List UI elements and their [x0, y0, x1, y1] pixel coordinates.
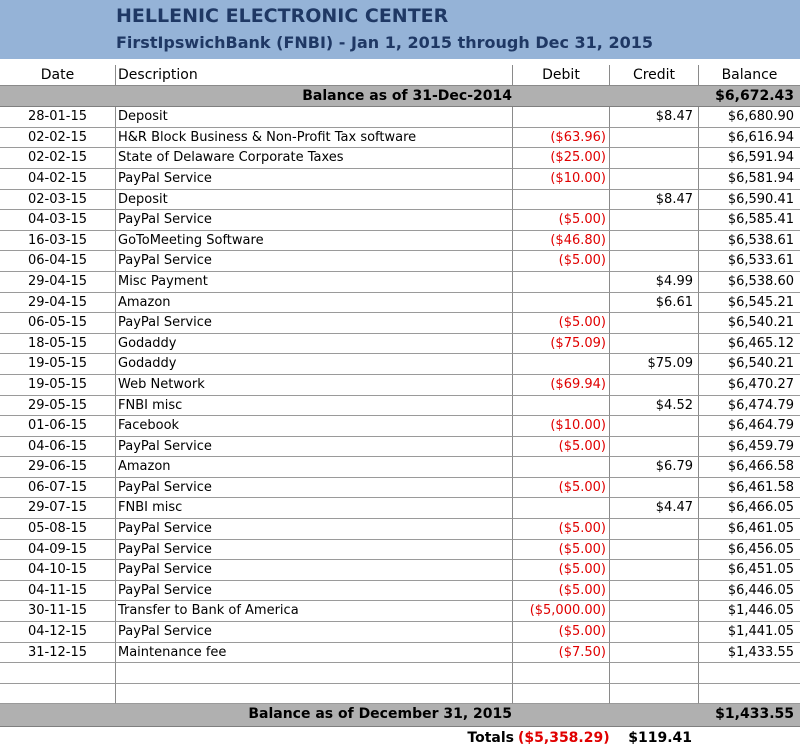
- balance-cell: $6,461.58: [699, 478, 800, 499]
- credit-cell: [610, 231, 699, 252]
- balance-cell: $6,451.05: [699, 560, 800, 581]
- description-cell: PayPal Service: [116, 478, 513, 499]
- date-cell: 02-02-15: [0, 128, 116, 149]
- credit-cell: [610, 251, 699, 272]
- table-row: [0, 128, 800, 149]
- credit-cell: [610, 437, 699, 458]
- balance-cell: $6,538.61: [699, 231, 800, 252]
- description-cell: Deposit: [116, 190, 513, 211]
- debit-cell: ($5.00): [513, 519, 610, 540]
- table-row: [0, 498, 800, 519]
- table-row: [0, 107, 800, 128]
- table-row: [0, 148, 800, 169]
- date-cell: 30-11-15: [0, 601, 116, 622]
- date-cell: 18-05-15: [0, 334, 116, 355]
- debit-cell: [513, 498, 610, 519]
- table-row: [0, 581, 800, 602]
- balance-cell: $6,466.58: [699, 457, 800, 478]
- balance-cell: $6,533.61: [699, 251, 800, 272]
- credit-cell: [610, 540, 699, 561]
- credit-cell: $4.47: [610, 498, 699, 519]
- column-header-credit: Credit: [610, 65, 699, 86]
- balance-cell: $6,470.27: [699, 375, 800, 396]
- table-row: [0, 293, 800, 314]
- debit-cell: [513, 272, 610, 293]
- blank-row: [0, 684, 800, 705]
- table-row: [0, 375, 800, 396]
- description-cell: Web Network: [116, 375, 513, 396]
- column-header-date: Date: [0, 65, 116, 86]
- date-cell: 05-08-15: [0, 519, 116, 540]
- description-cell: FNBI misc: [116, 498, 513, 519]
- credit-cell: [610, 643, 699, 664]
- table-row: [0, 334, 800, 355]
- table-row: [0, 540, 800, 561]
- credit-cell: [610, 478, 699, 499]
- date-cell: 16-03-15: [0, 231, 116, 252]
- date-cell: 29-05-15: [0, 396, 116, 417]
- debit-cell: ($7.50): [513, 643, 610, 664]
- balance-cell: $6,680.90: [699, 107, 800, 128]
- credit-cell: [610, 519, 699, 540]
- description-cell: PayPal Service: [116, 560, 513, 581]
- closing-balance-row: [0, 704, 800, 727]
- debit-cell: ($5,000.00): [513, 601, 610, 622]
- credit-cell: [610, 375, 699, 396]
- description-cell: Maintenance fee: [116, 643, 513, 664]
- date-cell: 04-11-15: [0, 581, 116, 602]
- balance-cell: $6,474.79: [699, 396, 800, 417]
- company-title: HELLENIC ELECTRONIC CENTER: [116, 5, 449, 27]
- debit-cell: ($25.00): [513, 148, 610, 169]
- debit-cell: [513, 293, 610, 314]
- table-row: [0, 210, 800, 231]
- date-cell: 04-12-15: [0, 622, 116, 643]
- column-header-debit: Debit: [513, 65, 610, 86]
- debit-cell: ($5.00): [513, 437, 610, 458]
- balance-cell: $1,441.05: [699, 622, 800, 643]
- table-row: [0, 643, 800, 664]
- debit-cell: ($69.94): [513, 375, 610, 396]
- debit-cell: ($5.00): [513, 251, 610, 272]
- date-cell: 01-06-15: [0, 416, 116, 437]
- table-row: [0, 601, 800, 622]
- totals-label: Totals: [467, 730, 514, 747]
- debit-cell: ($5.00): [513, 622, 610, 643]
- credit-cell: [610, 601, 699, 622]
- credit-cell: [610, 581, 699, 602]
- date-cell: 04-09-15: [0, 540, 116, 561]
- closing-balance-value: $1,433.55: [715, 706, 794, 723]
- opening-balance-row: [0, 86, 800, 108]
- description-cell: PayPal Service: [116, 581, 513, 602]
- table-row: [0, 560, 800, 581]
- credit-cell: [610, 169, 699, 190]
- column-header-balance: Balance: [699, 65, 800, 86]
- table-row: [0, 478, 800, 499]
- balance-cell: $6,464.79: [699, 416, 800, 437]
- table-row: [0, 396, 800, 417]
- debit-cell: ($75.09): [513, 334, 610, 355]
- description-cell: PayPal Service: [116, 519, 513, 540]
- credit-cell: $75.09: [610, 354, 699, 375]
- date-cell: 02-02-15: [0, 148, 116, 169]
- credit-cell: [610, 334, 699, 355]
- date-cell: 04-10-15: [0, 560, 116, 581]
- debit-cell: ($10.00): [513, 416, 610, 437]
- table-row: [0, 354, 800, 375]
- transactions-body: [0, 107, 800, 663]
- description-cell: H&R Block Business & Non-Profit Tax software: [116, 128, 513, 149]
- description-cell: Misc Payment: [116, 272, 513, 293]
- description-cell: Godaddy: [116, 334, 513, 355]
- table-row: [0, 622, 800, 643]
- debit-cell: [513, 190, 610, 211]
- description-cell: PayPal Service: [116, 251, 513, 272]
- date-cell: 04-06-15: [0, 437, 116, 458]
- debit-cell: ($5.00): [513, 560, 610, 581]
- balance-cell: $6,459.79: [699, 437, 800, 458]
- description-cell: GoToMeeting Software: [116, 231, 513, 252]
- table-row: [0, 231, 800, 252]
- table-row: [0, 457, 800, 478]
- table-row: [0, 313, 800, 334]
- column-header-row: [0, 65, 800, 86]
- date-cell: 29-06-15: [0, 457, 116, 478]
- balance-cell: $1,446.05: [699, 601, 800, 622]
- credit-cell: $8.47: [610, 107, 699, 128]
- debit-cell: ($63.96): [513, 128, 610, 149]
- table-row: [0, 169, 800, 190]
- debit-cell: ($46.80): [513, 231, 610, 252]
- date-cell: 06-04-15: [0, 251, 116, 272]
- description-cell: Amazon: [116, 457, 513, 478]
- debit-cell: [513, 107, 610, 128]
- description-cell: Deposit: [116, 107, 513, 128]
- closing-balance-label: Balance as of December 31, 2015: [248, 706, 512, 723]
- opening-balance-label: Balance as of 31-Dec-2014: [302, 87, 512, 104]
- balance-cell: $6,461.05: [699, 519, 800, 540]
- date-cell: 29-04-15: [0, 293, 116, 314]
- balance-cell: $6,616.94: [699, 128, 800, 149]
- totals-debit: ($5,358.29): [518, 730, 610, 747]
- credit-cell: $4.52: [610, 396, 699, 417]
- balance-cell: $6,591.94: [699, 148, 800, 169]
- date-cell: 29-07-15: [0, 498, 116, 519]
- balance-cell: $6,585.41: [699, 210, 800, 231]
- description-cell: Facebook: [116, 416, 513, 437]
- debit-cell: [513, 457, 610, 478]
- description-cell: State of Delaware Corporate Taxes: [116, 148, 513, 169]
- blank-row: [0, 663, 800, 684]
- date-cell: 31-12-15: [0, 643, 116, 664]
- credit-cell: [610, 313, 699, 334]
- debit-cell: ($5.00): [513, 478, 610, 499]
- report-header: [0, 0, 800, 59]
- debit-cell: [513, 396, 610, 417]
- balance-cell: $6,466.05: [699, 498, 800, 519]
- credit-cell: $6.79: [610, 457, 699, 478]
- debit-cell: ($5.00): [513, 210, 610, 231]
- totals-row: [0, 727, 800, 749]
- debit-cell: ($5.00): [513, 540, 610, 561]
- credit-cell: [610, 560, 699, 581]
- date-cell: 04-03-15: [0, 210, 116, 231]
- report-subtitle: FirstIpswichBank (FNBI) - Jan 1, 2015 through Dec 31, 2015: [116, 33, 653, 52]
- balance-cell: $6,465.12: [699, 334, 800, 355]
- table-row: [0, 519, 800, 540]
- debit-cell: ($10.00): [513, 169, 610, 190]
- balance-cell: $6,590.41: [699, 190, 800, 211]
- table-row: [0, 416, 800, 437]
- date-cell: 06-07-15: [0, 478, 116, 499]
- credit-cell: $4.99: [610, 272, 699, 293]
- date-cell: 28-01-15: [0, 107, 116, 128]
- description-cell: PayPal Service: [116, 540, 513, 561]
- description-cell: Transfer to Bank of America: [116, 601, 513, 622]
- debit-cell: [513, 354, 610, 375]
- credit-cell: $8.47: [610, 190, 699, 211]
- ledger-table: [0, 65, 800, 749]
- date-cell: 06-05-15: [0, 313, 116, 334]
- credit-cell: [610, 622, 699, 643]
- credit-cell: [610, 416, 699, 437]
- opening-balance-value: $6,672.43: [715, 87, 794, 104]
- date-cell: 19-05-15: [0, 375, 116, 396]
- totals-credit: $119.41: [628, 730, 692, 747]
- date-cell: 02-03-15: [0, 190, 116, 211]
- date-cell: 19-05-15: [0, 354, 116, 375]
- credit-cell: $6.61: [610, 293, 699, 314]
- table-row: [0, 251, 800, 272]
- column-header-description: Description: [116, 65, 513, 86]
- description-cell: PayPal Service: [116, 437, 513, 458]
- debit-cell: ($5.00): [513, 581, 610, 602]
- balance-cell: $1,433.55: [699, 643, 800, 664]
- table-row: [0, 437, 800, 458]
- table-row: [0, 190, 800, 211]
- balance-cell: $6,545.21: [699, 293, 800, 314]
- description-cell: PayPal Service: [116, 169, 513, 190]
- balance-cell: $6,456.05: [699, 540, 800, 561]
- credit-cell: [610, 210, 699, 231]
- date-cell: 04-02-15: [0, 169, 116, 190]
- balance-cell: $6,540.21: [699, 313, 800, 334]
- table-row: [0, 272, 800, 293]
- balance-cell: $6,581.94: [699, 169, 800, 190]
- description-cell: PayPal Service: [116, 210, 513, 231]
- date-cell: 29-04-15: [0, 272, 116, 293]
- balance-cell: $6,538.60: [699, 272, 800, 293]
- description-cell: PayPal Service: [116, 313, 513, 334]
- description-cell: Amazon: [116, 293, 513, 314]
- credit-cell: [610, 148, 699, 169]
- debit-cell: ($5.00): [513, 313, 610, 334]
- balance-cell: $6,446.05: [699, 581, 800, 602]
- credit-cell: [610, 128, 699, 149]
- description-cell: Godaddy: [116, 354, 513, 375]
- balance-cell: $6,540.21: [699, 354, 800, 375]
- description-cell: FNBI misc: [116, 396, 513, 417]
- description-cell: PayPal Service: [116, 622, 513, 643]
